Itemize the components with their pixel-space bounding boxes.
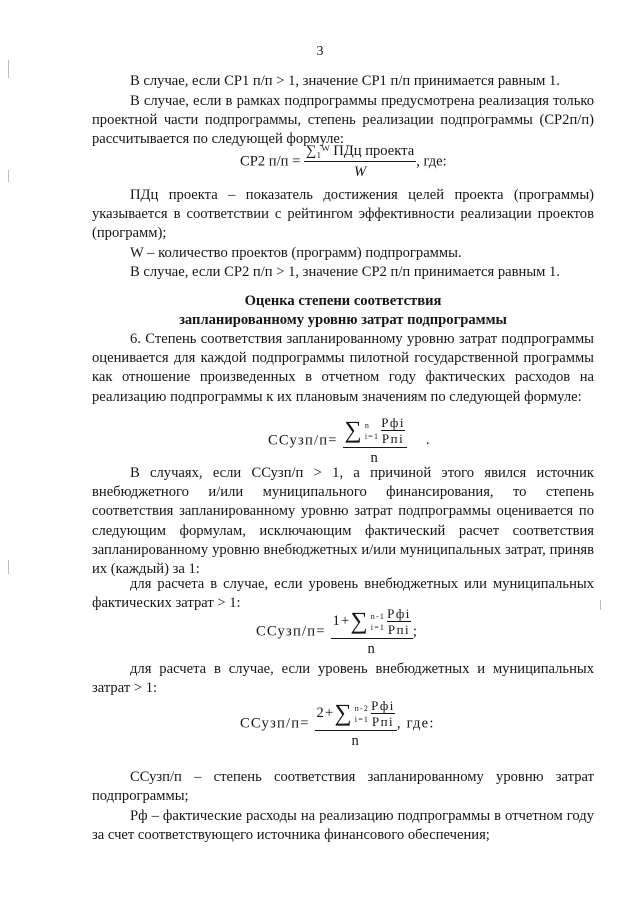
formula-ccuz-fraction xyxy=(343,415,407,467)
page-number: 3 xyxy=(316,44,324,59)
formula-sr2-fraction xyxy=(304,143,416,181)
formula-case1-denominator: n xyxy=(331,638,413,658)
formula-ccuz-numerator xyxy=(343,415,407,447)
scan-mark xyxy=(600,600,601,610)
sum-lower-limit: i=1 xyxy=(370,622,386,632)
paragraph-pdc-definition: ПДц проекта – показатель достижения целей проекта (программы) указывается в соответствии с рейтингом эффективности реализации проектов (программ); xyxy=(92,187,594,242)
scan-mark xyxy=(8,560,9,574)
formula-sr2-numerator: ∑₁ᵂ ПДц проекта xyxy=(306,143,415,159)
formula-ccuz-case1 xyxy=(256,606,418,658)
paragraph-ccuz-intro: 6. Степень соответствия запланированному уровню затрат подпрограммы оценивается для каждой подпрограммы пилотной государственной программы как отношение произведенных в отчетном году фактических расходов на реализацию подпрограммы к их плановым значениям по следующей формуле: xyxy=(92,331,594,405)
inner-denominator: Рпi xyxy=(381,431,405,446)
formula-case1-fraction xyxy=(331,606,413,658)
paragraph-exceptions: В случаях, если ССузп/п > 1, а причиной этого явился источник внебюджетного и/или муниципального финансирования, то степень соответствия запланированному уровню затрат подпрограммы оценивается по следующим формулам, исключающим фактический расчет соответствия запланированному уровню внебюджетных и/или муниципальных затрат, приняв их (каждый) за 1: xyxy=(92,465,594,578)
section-heading-line2: запланированному уровню затрат подпрограммы xyxy=(179,312,507,328)
formula-ccuz-case2 xyxy=(240,698,435,750)
sum-upper-limit: n-2 xyxy=(354,703,370,713)
formula-case2-fraction xyxy=(315,698,397,750)
formula-ccuz-denominator: n xyxy=(343,447,407,467)
sum-sign: ∑ xyxy=(344,417,363,444)
formula-case2-tail: , где: xyxy=(396,715,435,732)
section-heading-line1: Оценка степени соответствия xyxy=(244,293,442,309)
formula-sr2 xyxy=(240,143,447,181)
formula-ccuz-tail: . xyxy=(425,432,431,449)
sum-sign: ∑ xyxy=(334,700,353,727)
formula-case2-prefix: 2+ xyxy=(316,704,335,721)
scan-mark xyxy=(8,170,9,182)
formula-case1-numerator xyxy=(331,606,413,638)
formula-case2-numerator xyxy=(315,698,397,730)
inner-denominator: Рпi xyxy=(387,622,411,637)
scan-mark xyxy=(8,60,9,78)
paragraph-sr1-cap: В случае, если СР1 п/п > 1, значение СР1 п/п принимается равным 1. xyxy=(130,73,560,89)
formula-case1-tail: ; xyxy=(412,623,419,640)
sum-sign: ∑ xyxy=(350,608,369,635)
inner-numerator: Рфi xyxy=(371,698,395,713)
sum-upper-limit: n-1 xyxy=(370,611,386,621)
inner-denominator: Рпi xyxy=(371,714,395,729)
inner-numerator: Рфi xyxy=(381,415,405,430)
paragraph-w-definition: W – количество проектов (программ) подпрограммы. xyxy=(130,245,462,261)
formula-case1-lhs: ССузп/п= xyxy=(256,623,326,640)
paragraph-sr2-intro: В случае, если в рамках подпрограммы предусмотрена реализация только проектной части подпрограммы, степень реализации подпрограммы (СР2п/п) рассчитывается по следующей формуле: xyxy=(92,93,594,148)
formula-ccuz xyxy=(268,415,431,467)
sum-upper-limit: n xyxy=(364,420,371,430)
formula-sr2-tail: , где: xyxy=(416,153,447,170)
formula-ccuz-lhs: ССузп/п= xyxy=(268,432,338,449)
formula-case2-lhs: ССузп/п= xyxy=(240,715,310,732)
formula-sr2-lhs: СР2 п/п = xyxy=(240,153,301,170)
sum-lower-limit: i=1 xyxy=(354,714,370,724)
formula-case1-prefix: 1+ xyxy=(332,612,351,629)
paragraph-rf-definition: Рф – фактические расходы на реализацию подпрограммы в отчетном году за счет соответствующего источника финансового обеспечения; xyxy=(92,808,594,844)
paragraph-ccuz-definition: ССузп/п – степень соответствия запланированному уровню затрат подпрограммы; xyxy=(92,769,594,805)
formula-sr2-denominator: W xyxy=(304,161,416,181)
sum-lower-limit: i=1 xyxy=(364,431,380,441)
paragraph-case-and: для расчета в случае, если уровень внебюджетных и муниципальных затрат > 1: xyxy=(92,661,594,697)
paragraph-case-or: для расчета в случае, если уровень внебюджетных или муниципальных фактических затрат > 1: xyxy=(92,576,594,612)
formula-case2-denominator: n xyxy=(315,730,397,750)
inner-numerator: Рфi xyxy=(387,606,411,621)
paragraph-sr2-cap: В случае, если СР2 п/п > 1, значение СР2 п/п принимается равным 1. xyxy=(130,264,560,280)
